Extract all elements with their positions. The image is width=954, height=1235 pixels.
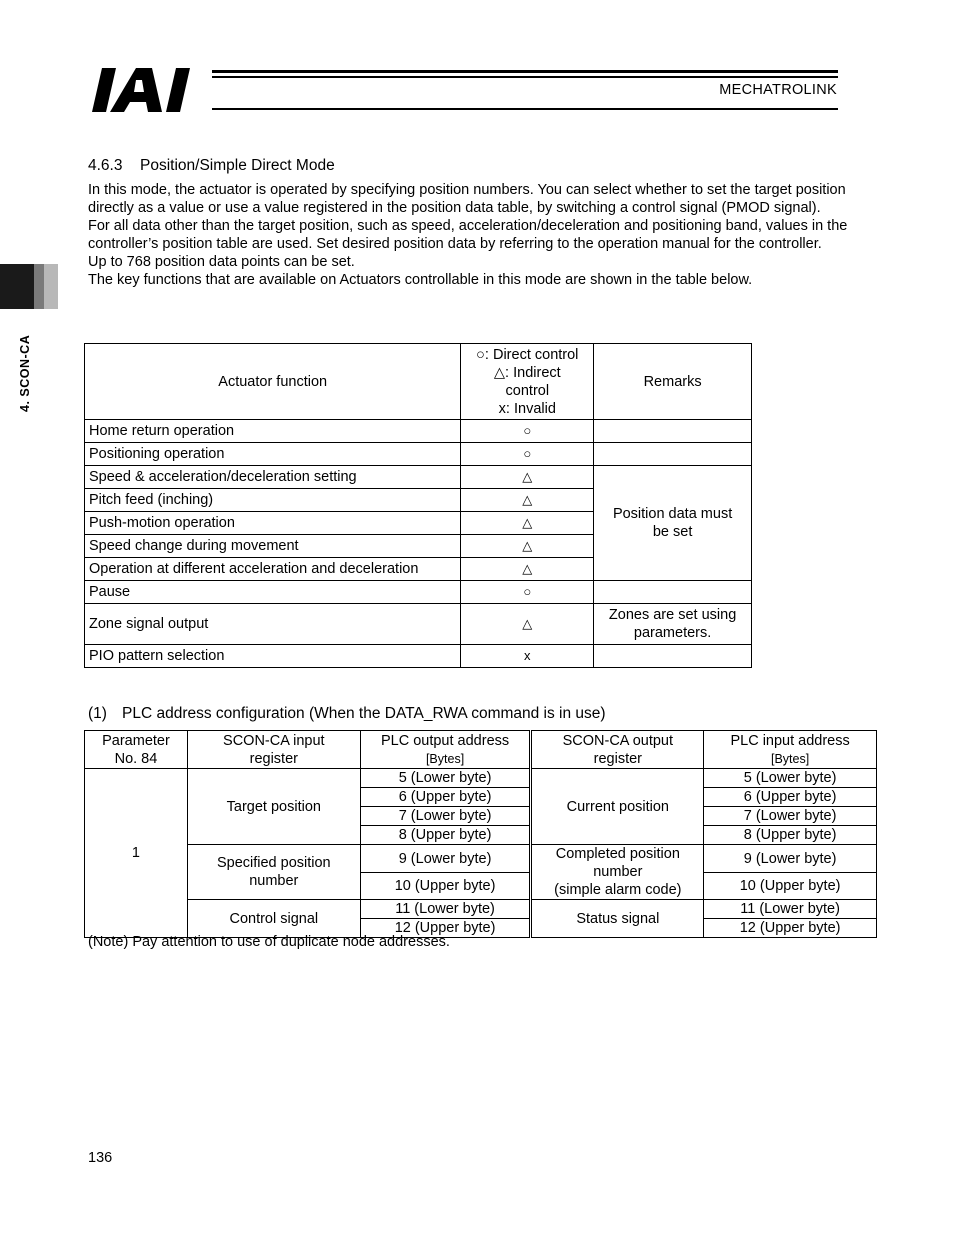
table-note: (Note) Pay attention to use of duplicate node addresses. [88, 934, 450, 950]
chapter-label: 4. SCON-CA [18, 334, 32, 412]
plc-address-table [84, 730, 877, 938]
product-name: MECHATROLINK [719, 82, 837, 98]
input-register-target: Target position [187, 769, 360, 845]
remarks-cell [594, 645, 752, 668]
plc-input-byte: 12 (Upper byte) [704, 919, 877, 938]
mode-cell: ○ [461, 420, 594, 443]
input-register-control: Control signal [187, 900, 360, 938]
table-row [85, 581, 752, 604]
function-cell: Pause [85, 581, 461, 604]
header-parameter: Parameter No. 84 [85, 731, 188, 769]
plc-input-byte: 9 (Lower byte) [704, 845, 877, 873]
remarks-cell [594, 443, 752, 466]
mode-cell: △ [461, 558, 594, 581]
function-cell: Speed & acceleration/deceleration setting [85, 466, 461, 489]
header-actuator-function: Actuator function [85, 344, 461, 420]
plc-input-byte: 8 (Upper byte) [704, 826, 877, 845]
table-row [85, 420, 752, 443]
plc-heading [88, 705, 606, 723]
plc-output-byte: 6 (Upper byte) [360, 788, 531, 807]
section-title: Position/Simple Direct Mode [140, 157, 335, 174]
chapter-tab [0, 264, 58, 309]
mode-cell: ○ [461, 443, 594, 466]
output-register-completed: Completed position number (simple alarm code) [531, 845, 704, 900]
function-cell: Home return operation [85, 420, 461, 443]
mode-cell: ○ [461, 581, 594, 604]
function-cell: Push-motion operation [85, 512, 461, 535]
table-row [85, 645, 752, 668]
mode-cell: △ [461, 489, 594, 512]
plc-title: PLC address configuration (When the DATA_RWA command is in use) [122, 705, 606, 722]
iai-logo [92, 68, 208, 112]
plc-output-byte: 5 (Lower byte) [360, 769, 531, 788]
section-heading [88, 157, 335, 175]
plc-input-byte: 7 (Lower byte) [704, 807, 877, 826]
intro-paragraph: For all data other than the target position, such as speed, acceleration/deceleration and positioning band, values in the controller’s position table are used. Set desired position data by referring to the operation manual for the controller. [88, 218, 848, 252]
intro-text [88, 181, 878, 289]
function-cell: Zone signal output [85, 604, 461, 645]
plc-input-byte: 11 (Lower byte) [704, 900, 877, 919]
plc-output-byte: 8 (Upper byte) [360, 826, 531, 845]
plc-number: (1) [88, 705, 107, 722]
plc-output-byte: 11 (Lower byte) [360, 900, 531, 919]
plc-output-byte: 12 (Upper byte) [360, 919, 531, 938]
mode-cell: x [461, 645, 594, 668]
function-table [84, 343, 752, 668]
plc-output-byte: 10 (Upper byte) [360, 873, 531, 900]
input-register-specified: Specified position number [187, 845, 360, 900]
remarks-cell: Position data must be set [594, 466, 752, 581]
mode-cell: △ [461, 512, 594, 535]
table-row [85, 443, 752, 466]
plc-input-byte: 6 (Upper byte) [704, 788, 877, 807]
function-cell: Positioning operation [85, 443, 461, 466]
section-number: 4.6.3 [88, 157, 123, 174]
mode-cell: △ [461, 466, 594, 489]
mode-cell: △ [461, 604, 594, 645]
function-cell: Speed change during movement [85, 535, 461, 558]
intro-paragraph: Up to 768 position data points can be set. [88, 254, 355, 270]
mode-cell: △ [461, 535, 594, 558]
intro-paragraph: The key functions that are available on Actuators controllable in this mode are shown in the table below. [88, 272, 753, 288]
plc-input-byte: 5 (Lower byte) [704, 769, 877, 788]
header-plc-output: PLC output address [Bytes] [360, 731, 531, 769]
function-cell: Pitch feed (inching) [85, 489, 461, 512]
remarks-cell [594, 581, 752, 604]
table-row [85, 466, 752, 489]
plc-output-byte: 9 (Lower byte) [360, 845, 531, 873]
header-input-register: SCON-CA input register [187, 731, 360, 769]
output-register-current: Current position [531, 769, 704, 845]
header-output-register: SCON-CA output register [531, 731, 704, 769]
page-number: 136 [88, 1150, 113, 1166]
remarks-cell [594, 420, 752, 443]
function-cell: Operation at different acceleration and deceleration [85, 558, 461, 581]
output-register-status: Status signal [531, 900, 704, 938]
remarks-cell: Zones are set using parameters. [594, 604, 752, 645]
plc-output-byte: 7 (Lower byte) [360, 807, 531, 826]
intro-paragraph: In this mode, the actuator is operated by specifying position numbers. You can select whether to set the target position directly as a value or use a value registered in the position data table, by switching a control signal (PMOD signal). [88, 182, 846, 216]
header-plc-input: PLC input address [Bytes] [704, 731, 877, 769]
plc-input-byte: 10 (Upper byte) [704, 873, 877, 900]
function-cell: PIO pattern selection [85, 645, 461, 668]
parameter-value: 1 [85, 769, 188, 938]
header-remarks: Remarks [594, 344, 752, 420]
header-legend: ○: Direct control △: Indirect control x: Invalid [461, 344, 594, 420]
table-row [85, 604, 752, 645]
